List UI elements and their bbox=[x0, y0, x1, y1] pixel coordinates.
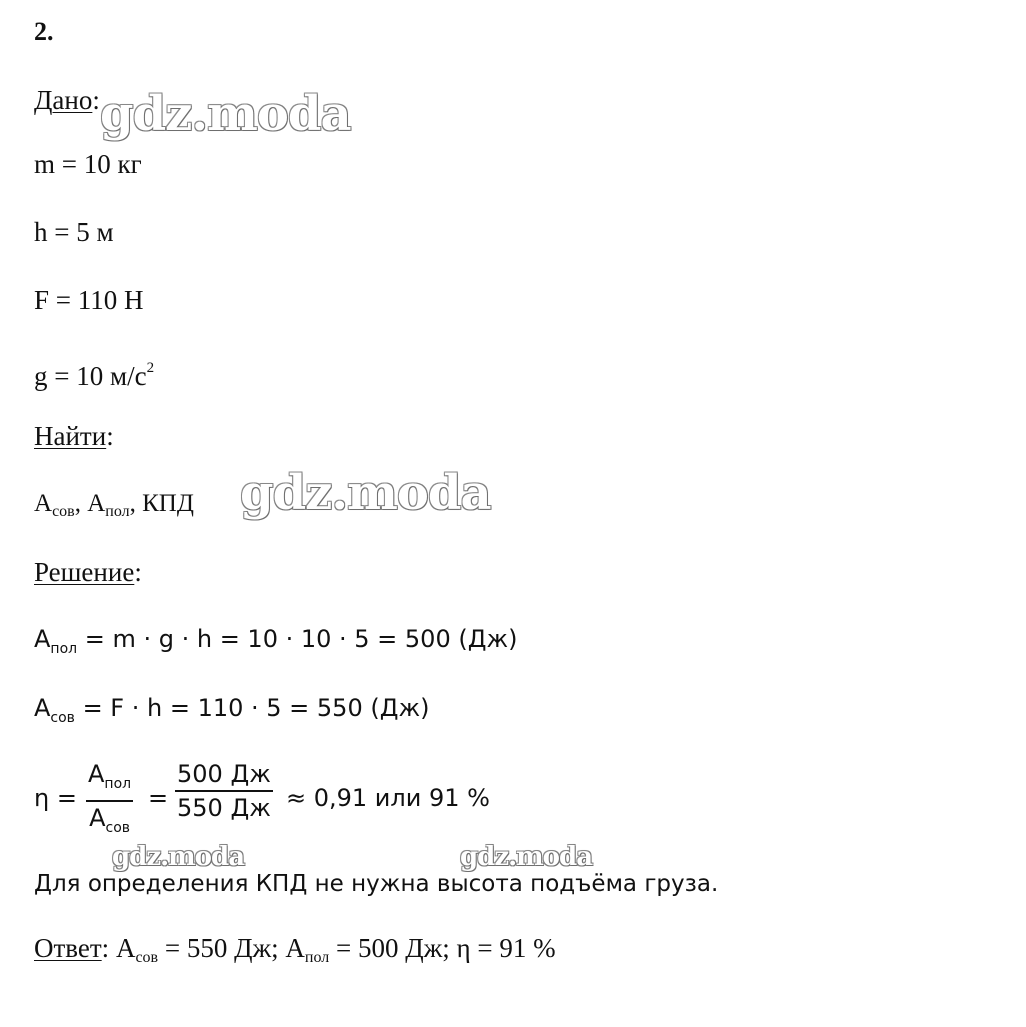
answer-line: Ответ: $А_{сов} = 550$ Дж; $А_{пол} = 500$ Дж; η = 91 % bbox=[34, 933, 556, 966]
eq2-rhs: = F · h = 110 · 5 = 550 (Дж) bbox=[74, 694, 430, 722]
equation-useful-work bbox=[34, 623, 517, 665]
solution-heading: Решение: bbox=[34, 557, 142, 587]
given-heading: Дано: bbox=[34, 85, 100, 115]
eq1-sub: пол bbox=[50, 641, 78, 657]
find-heading: Найти: bbox=[34, 421, 114, 451]
frac-num-sub: пол bbox=[104, 776, 132, 792]
fraction-work-denominator bbox=[87, 802, 132, 844]
watermark-logo: gdz.moda bbox=[112, 842, 245, 872]
given-mass: m = 10 кг bbox=[34, 149, 142, 179]
eq2-sub: сов bbox=[50, 710, 75, 726]
given-gravity-text: g = 10 м/с bbox=[34, 361, 147, 391]
answer-a-pol: А bbox=[285, 933, 305, 963]
equation-total-work bbox=[34, 692, 429, 734]
eq2-symbol: A bbox=[34, 694, 51, 722]
problem-number: 2. bbox=[34, 17, 54, 46]
given-force: F = 110 Н bbox=[34, 285, 144, 315]
fraction-value-numerator: 500 Дж bbox=[177, 760, 271, 788]
frac-den-sub: сов bbox=[105, 819, 131, 836]
find-a-pol: А bbox=[87, 490, 106, 517]
eta-lhs: η = bbox=[34, 784, 77, 812]
frac-num-symbol: A bbox=[88, 760, 105, 788]
fraction-values bbox=[175, 758, 273, 824]
find-a-sov: А bbox=[34, 490, 53, 517]
answer-a-pol-sub: пол bbox=[304, 949, 330, 966]
eta-result: ≈ 0,91 или 91 % bbox=[286, 784, 490, 812]
equals-sign: = bbox=[148, 784, 169, 812]
fraction-work-ratio bbox=[86, 758, 133, 844]
find-heading-label: Найти bbox=[34, 421, 107, 451]
frac-den-symbol: A bbox=[89, 803, 106, 832]
eq1-rhs: = m · g · h = 10 · 10 · 5 = 500 (Дж) bbox=[77, 625, 518, 653]
find-list: $А_{сов}$, $А_{пол}$, КПД bbox=[34, 490, 194, 520]
eq1-symbol: A bbox=[34, 625, 51, 653]
answer-a-sov: А bbox=[115, 933, 136, 963]
fraction-work-numerator bbox=[86, 758, 133, 800]
watermark-logo: gdz.moda bbox=[240, 465, 491, 521]
answer-heading: Ответ bbox=[34, 933, 102, 963]
watermark-logo: gdz.moda bbox=[460, 842, 593, 872]
given-gravity bbox=[34, 352, 154, 392]
answer-a-sov-sub: сов bbox=[135, 949, 159, 966]
find-a-pol-sub: пол bbox=[105, 503, 130, 520]
note-text: Для определения КПД не нужна высота подъёма груза. bbox=[34, 871, 719, 897]
solution-heading-label: Решение bbox=[34, 557, 135, 587]
given-gravity-exponent: 2 bbox=[146, 360, 155, 376]
answer-pol-value: = 500 Дж; η = 91 % bbox=[329, 933, 556, 963]
given-height: h = 5 м bbox=[34, 217, 114, 247]
given-heading-label: Дано bbox=[34, 85, 93, 115]
watermark-logo: gdz.moda bbox=[100, 86, 351, 142]
find-a-sov-sub: сов bbox=[52, 503, 75, 520]
fraction-value-denominator: 550 Дж bbox=[177, 793, 271, 822]
find-kpd: КПД bbox=[142, 490, 194, 517]
answer-sov-value: = 550 Дж; bbox=[158, 933, 286, 963]
